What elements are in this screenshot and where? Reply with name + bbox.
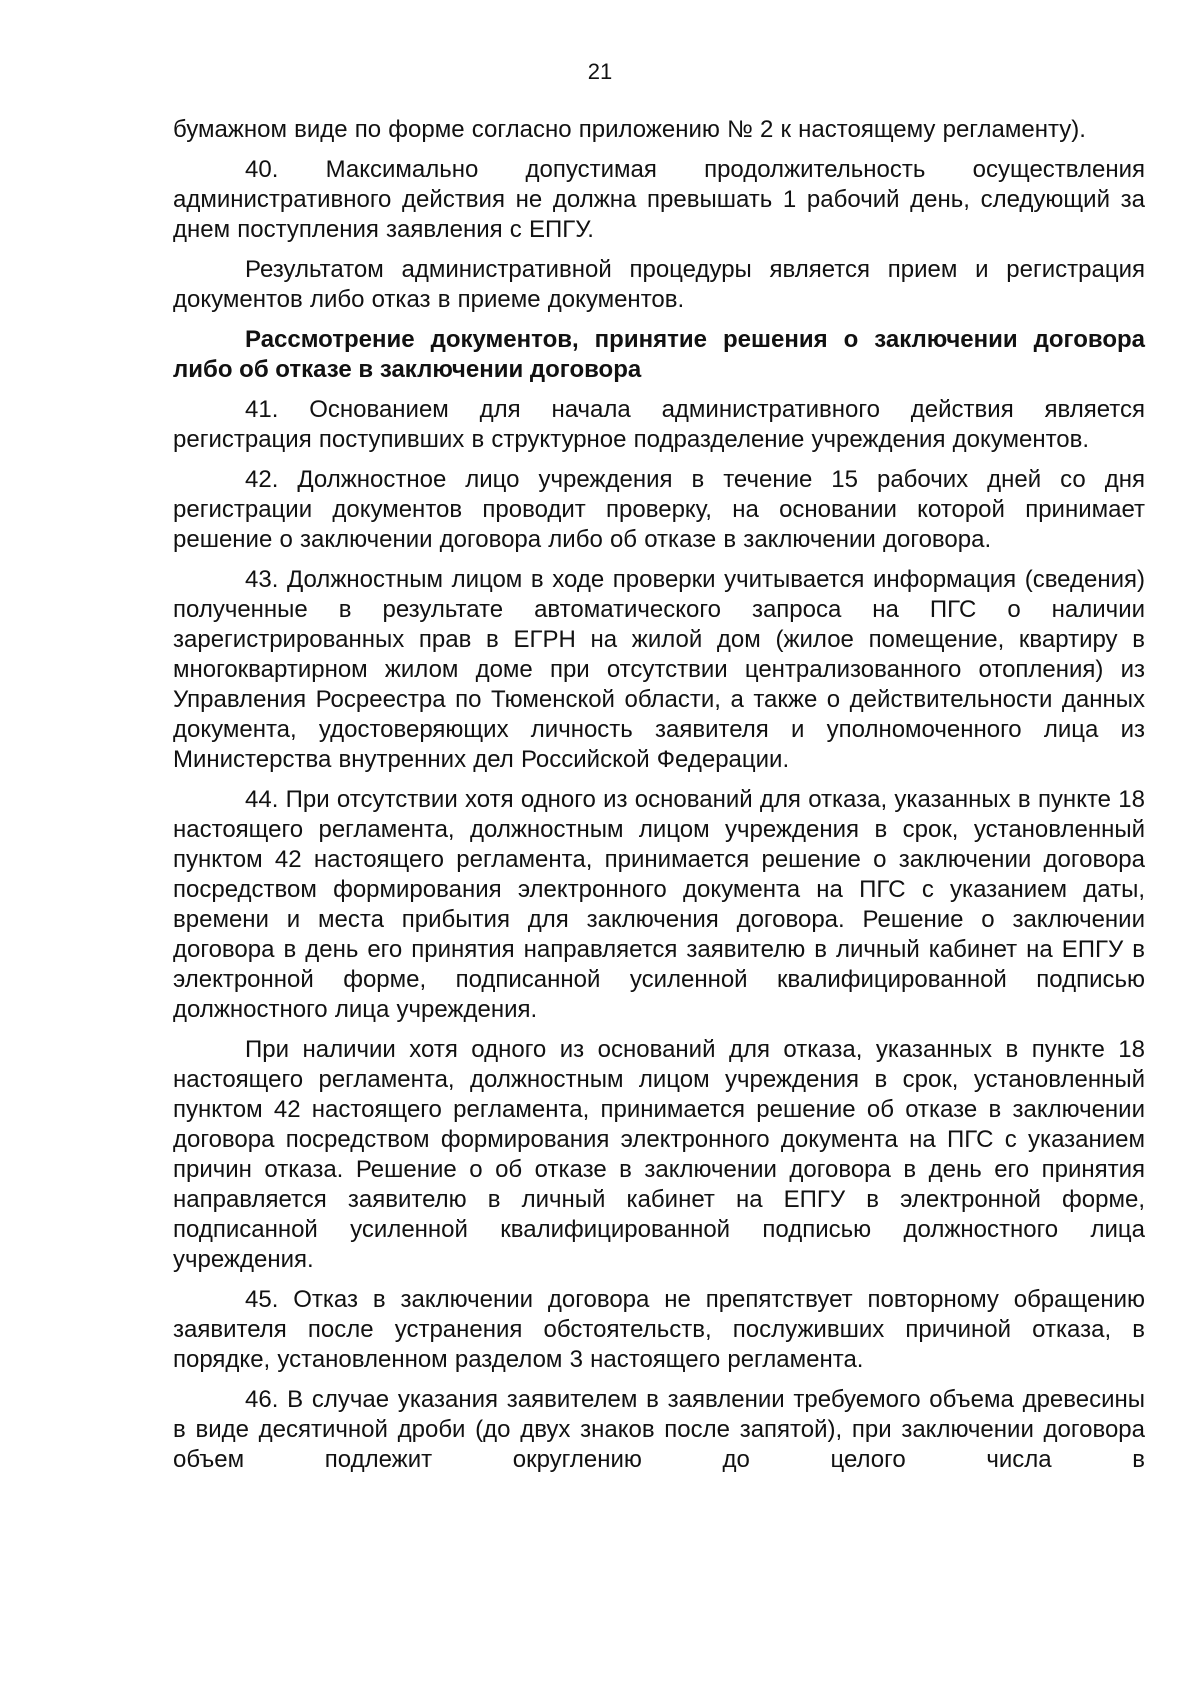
paragraph-refusal: При наличии хотя одного из оснований для отказа, указанных в пункте 18 настоящего регламента, должностным лицом учреждения в срок, установленный пунктом 42 настоящего регламента, принимается решение об отказе в заключении договора посредством формирования электронного документа на ПГС с указанием причин отказа. Решение о об отказе в заключении договора в день его принятия направляется заявителю в личный кабинет на ЕПГУ в электронной форме, подписанной усиленной квалифицированной подписью должностного лица учреждения. [173,1036,1145,1273]
paragraph-46: 46. В случае указания заявителем в заявлении требуемого объема древесины в виде десятичной дроби (до двух знаков после запятой), при заключении договора объем подлежит округлению до целого числа в [173,1386,1145,1473]
paragraph-43: 43. Должностным лицом в ходе проверки учитывается информация (сведения) полученные в результате автоматического запроса на ПГС о наличии зарегистрированных прав в ЕГРН на жилой дом (жилое помещение, квартиру в многоквартирном жилом доме при отсутствии централизованного отопления) из Управления Росреестра по Тюменской области, а также о действительности данных документа, удостоверяющих личность заявителя и уполномоченного лица из Министерства внутренних дел Российской Федерации. [173,566,1145,773]
paragraph-40: 40. Максимально допустимая продолжительность осуществления административного действия не должна превышать 1 рабочий день, следующий за днем поступления заявления с ЕПГУ. [173,156,1145,243]
paragraph-45: 45. Отказ в заключении договора не препятствует повторному обращению заявителя после устранения обстоятельств, послуживших причиной отказа, в порядке, установленном разделом 3 настоящего регламента. [173,1286,1145,1373]
paragraph-continuation: бумажном виде по форме согласно приложению № 2 к настоящему регламенту). [173,116,1086,143]
page-number: 21 [587,59,613,84]
document-body [173,115,1145,1475]
paragraph-44: 44. При отсутствии хотя одного из оснований для отказа, указанных в пункте 18 настоящего регламента, должностным лицом учреждения в срок, установленный пунктом 42 настоящего регламента, принимается решение о заключении договора посредством формирования электронного документа на ПГС с указанием даты, времени и места прибытия для заключения договора. Решение о заключении договора в день его принятия направляется заявителю в личный кабинет на ЕПГУ в электронной форме, подписанной усиленной квалифицированной подписью должностного лица учреждения. [173,786,1145,1023]
section-heading: Рассмотрение документов, принятие решения о заключении договора либо об отказе в заключении договора [173,326,1145,383]
paragraph-result: Результатом административной процедуры является прием и регистрация документов либо отказ в приеме документов. [173,256,1145,313]
paragraph-41: 41. Основанием для начала административного действия является регистрация поступивших в структурное подразделение учреждения документов. [173,396,1145,453]
paragraph-42: 42. Должностное лицо учреждения в течение 15 рабочих дней со дня регистрации документов проводит проверку, на основании которой принимает решение о заключении договора либо об отказе в заключении договора. [173,466,1145,553]
